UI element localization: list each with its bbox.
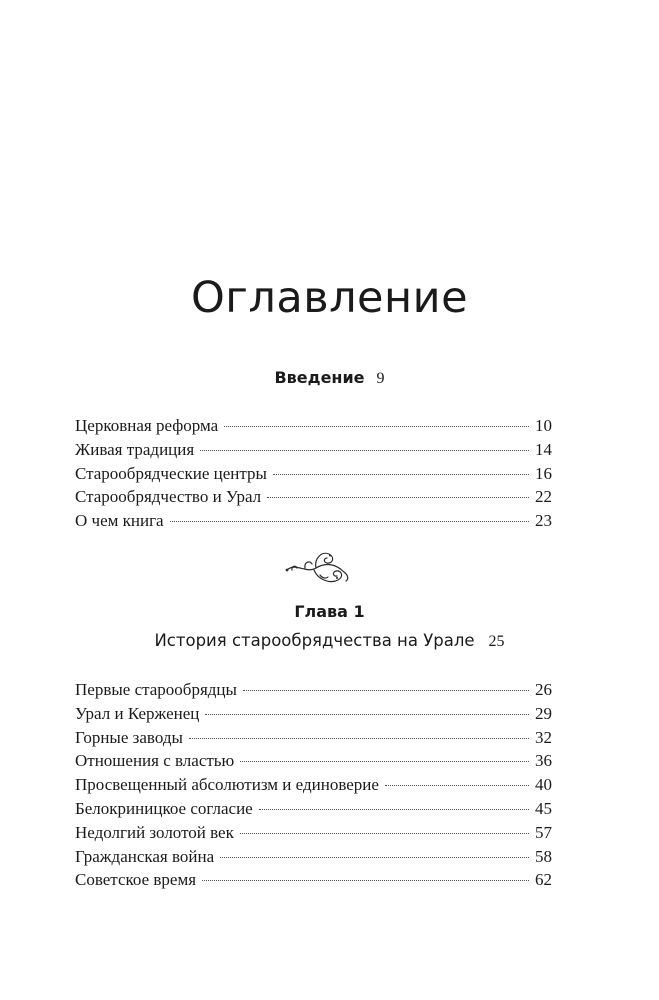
toc-entry-page: 10 (535, 416, 552, 435)
toc-entry-title: Первые старообрядцы (75, 680, 237, 699)
chapter-page: 25 (488, 633, 505, 650)
toc-entry-title: Урал и Керженец (75, 703, 200, 723)
dot-leader (240, 833, 529, 834)
introduction-heading (0, 367, 659, 390)
chapter-title: История старообрядчества на Урале (154, 631, 475, 650)
toc-entry[interactable] (75, 485, 552, 509)
dot-leader (205, 714, 529, 715)
toc-entry-page: 23 (535, 511, 552, 531)
toc-entry-page: 58 (535, 846, 552, 866)
toc-entry[interactable] (75, 773, 552, 797)
dot-leader (189, 738, 529, 739)
toc-entry[interactable] (75, 678, 552, 702)
introduction-heading-title: Введение (274, 368, 365, 387)
toc-entry-page: 40 (535, 775, 552, 795)
toc-entry-page: 29 (535, 703, 552, 723)
dot-leader (170, 521, 529, 522)
toc-entry[interactable] (75, 845, 552, 869)
toc-entry-title: Старообрядческие центры (75, 463, 267, 483)
toc-entry-title: Белокриницкое согласие (75, 798, 253, 818)
introduction-heading-page: 9 (376, 370, 385, 387)
dot-leader (202, 880, 529, 881)
dot-leader (200, 450, 529, 451)
toc-entry-title: Недолгий золотой век (75, 822, 234, 842)
toc-entry-page: 16 (535, 463, 552, 483)
dot-leader (273, 474, 529, 475)
dot-leader (224, 426, 529, 427)
toc-entry-page: 57 (535, 822, 552, 842)
toc-entry[interactable] (75, 726, 552, 750)
toc-entry[interactable] (75, 797, 552, 821)
toc-entry[interactable] (75, 868, 552, 892)
toc-entry-page: 22 (535, 487, 552, 507)
toc-entry[interactable] (75, 749, 552, 773)
decorative-flourish-icon (284, 548, 352, 588)
toc-entry-title: Просвещенный абсолютизм и единоверие (75, 775, 379, 795)
dot-leader (243, 690, 529, 691)
chapter-label: Глава 1 (294, 602, 365, 621)
toc-entry[interactable] (75, 414, 552, 438)
chapter-heading (0, 629, 659, 654)
toc-entry[interactable] (75, 821, 552, 845)
toc-entry-title: О чем книга (75, 511, 164, 531)
toc-entry-title: Старообрядчество и Урал (75, 487, 262, 507)
toc-entry[interactable] (75, 462, 552, 486)
toc-entry-page: 36 (535, 751, 552, 771)
dot-leader (385, 785, 529, 786)
dot-leader (220, 857, 529, 858)
toc-entry[interactable] (75, 509, 552, 533)
toc-entry-page: 14 (535, 439, 552, 459)
toc-entry-title: Советское время (75, 870, 197, 890)
introduction-toc-list (75, 414, 552, 533)
toc-entry-page: 45 (535, 798, 552, 818)
toc-entry[interactable] (75, 702, 552, 726)
page-title: Оглавление (190, 273, 469, 323)
dot-leader (259, 809, 529, 810)
toc-entry-title: Горные заводы (75, 727, 183, 747)
dot-leader (267, 497, 529, 498)
toc-entry[interactable] (75, 438, 552, 462)
toc-entry-page: 26 (535, 680, 552, 699)
dot-leader (240, 761, 529, 762)
chapter1-toc-list (75, 678, 552, 892)
toc-entry-title: Живая традиция (75, 439, 195, 459)
toc-entry-page: 62 (535, 870, 552, 890)
toc-entry-title: Гражданская война (75, 846, 215, 866)
toc-entry-title: Церковная реформа (75, 416, 219, 435)
toc-entry-title: Отношения с властью (75, 751, 235, 771)
toc-entry-page: 32 (535, 727, 552, 747)
